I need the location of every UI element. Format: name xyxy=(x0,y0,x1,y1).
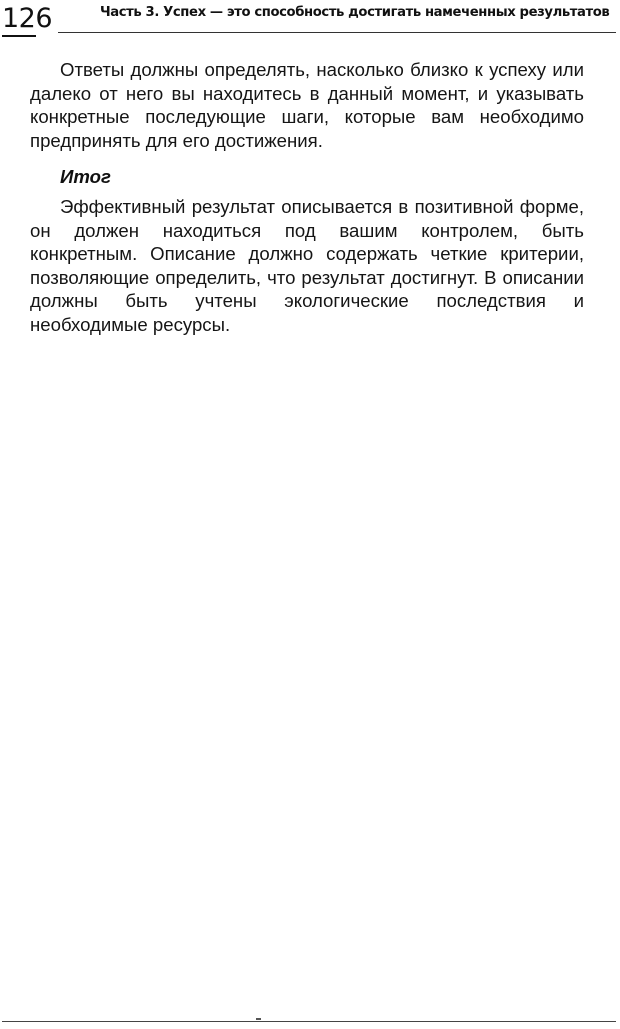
section-heading: Итог xyxy=(60,166,111,187)
running-header-title: Часть 3. Успех — это способность достигать намеченных результатов xyxy=(100,5,610,20)
body-paragraph-1: Ответы должны определять, насколько близко к успеху или далеко от него вы находитесь в данный момент, и указывать конкретные последующие шаги, которые вам необходимо предпринять для его достижения. xyxy=(30,59,584,151)
header-rule xyxy=(58,32,616,33)
footer-rule xyxy=(2,1021,616,1022)
page-number: 126 xyxy=(2,3,53,34)
footer-mark xyxy=(256,1018,261,1020)
body-paragraph-2: Эффективный результат описывается в позитивной форме, он должен находиться под вашим контролем, быть конкретным. Описание должно содержать четкие критерии, позволяющие определить, что результат достигнут. В описании должны быть учтены экологические последствия и необходимые ресурсы. xyxy=(30,196,584,335)
page-number-underline xyxy=(2,35,36,37)
